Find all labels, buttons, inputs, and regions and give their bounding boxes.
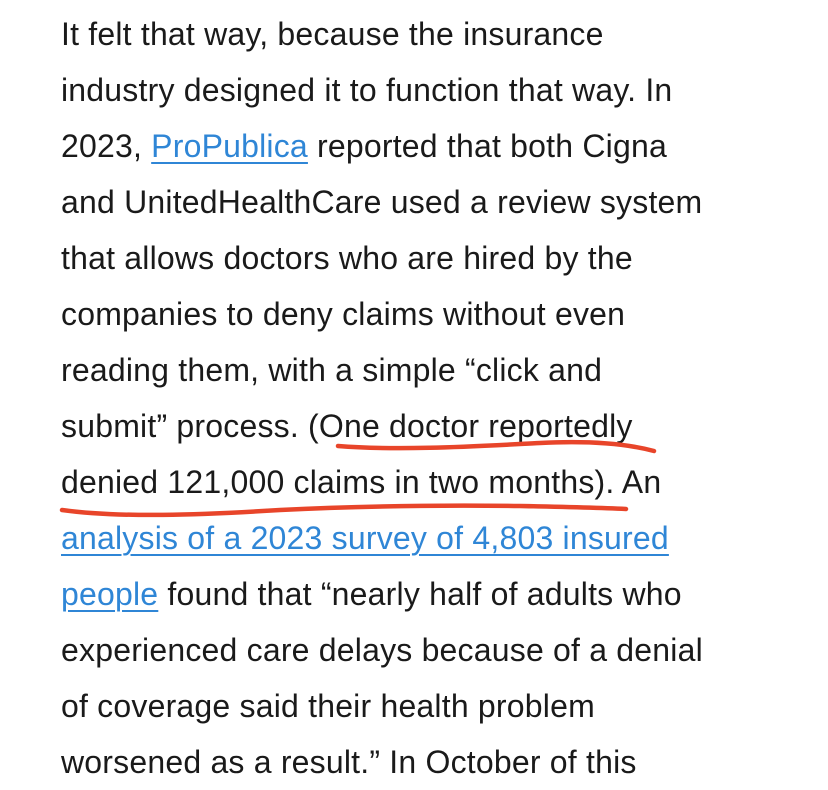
text-line-7: reading them, with a simple “click and bbox=[61, 352, 603, 388]
survey-analysis-link[interactable]: analysis of a 2023 survey of 4,803 insured bbox=[61, 520, 669, 556]
text-line-10 bbox=[61, 510, 801, 566]
survey-analysis-link-continued[interactable]: people bbox=[61, 576, 159, 612]
text-line-2: industry designed it to function that way. In bbox=[61, 72, 673, 108]
propublica-link[interactable]: ProPublica bbox=[151, 128, 308, 164]
text-line-5: that allows doctors who are hired by the bbox=[61, 240, 633, 276]
text-segment: found that “nearly half of adults who bbox=[158, 576, 682, 612]
text-line-6: companies to deny claims without even bbox=[61, 296, 626, 332]
text-segment: 2023, bbox=[61, 128, 152, 164]
text-line-1: It felt that way, because the insurance bbox=[61, 16, 604, 52]
text-line-13: of coverage said their health problem bbox=[61, 688, 595, 724]
text-line-4: and UnitedHealthCare used a review system bbox=[61, 184, 703, 220]
text-line-3 bbox=[61, 118, 801, 174]
text-line-9: denied 121,000 claims in two months). An bbox=[61, 464, 662, 500]
article-body bbox=[61, 6, 801, 790]
text-line-11 bbox=[61, 566, 801, 622]
text-line-14: worsened as a result.” In October of this bbox=[61, 744, 637, 780]
text-line-8: submit” process. (One doctor reportedly bbox=[61, 408, 633, 444]
text-line-12: experienced care delays because of a denial bbox=[61, 632, 703, 668]
text-segment: reported that both Cigna bbox=[307, 128, 667, 164]
